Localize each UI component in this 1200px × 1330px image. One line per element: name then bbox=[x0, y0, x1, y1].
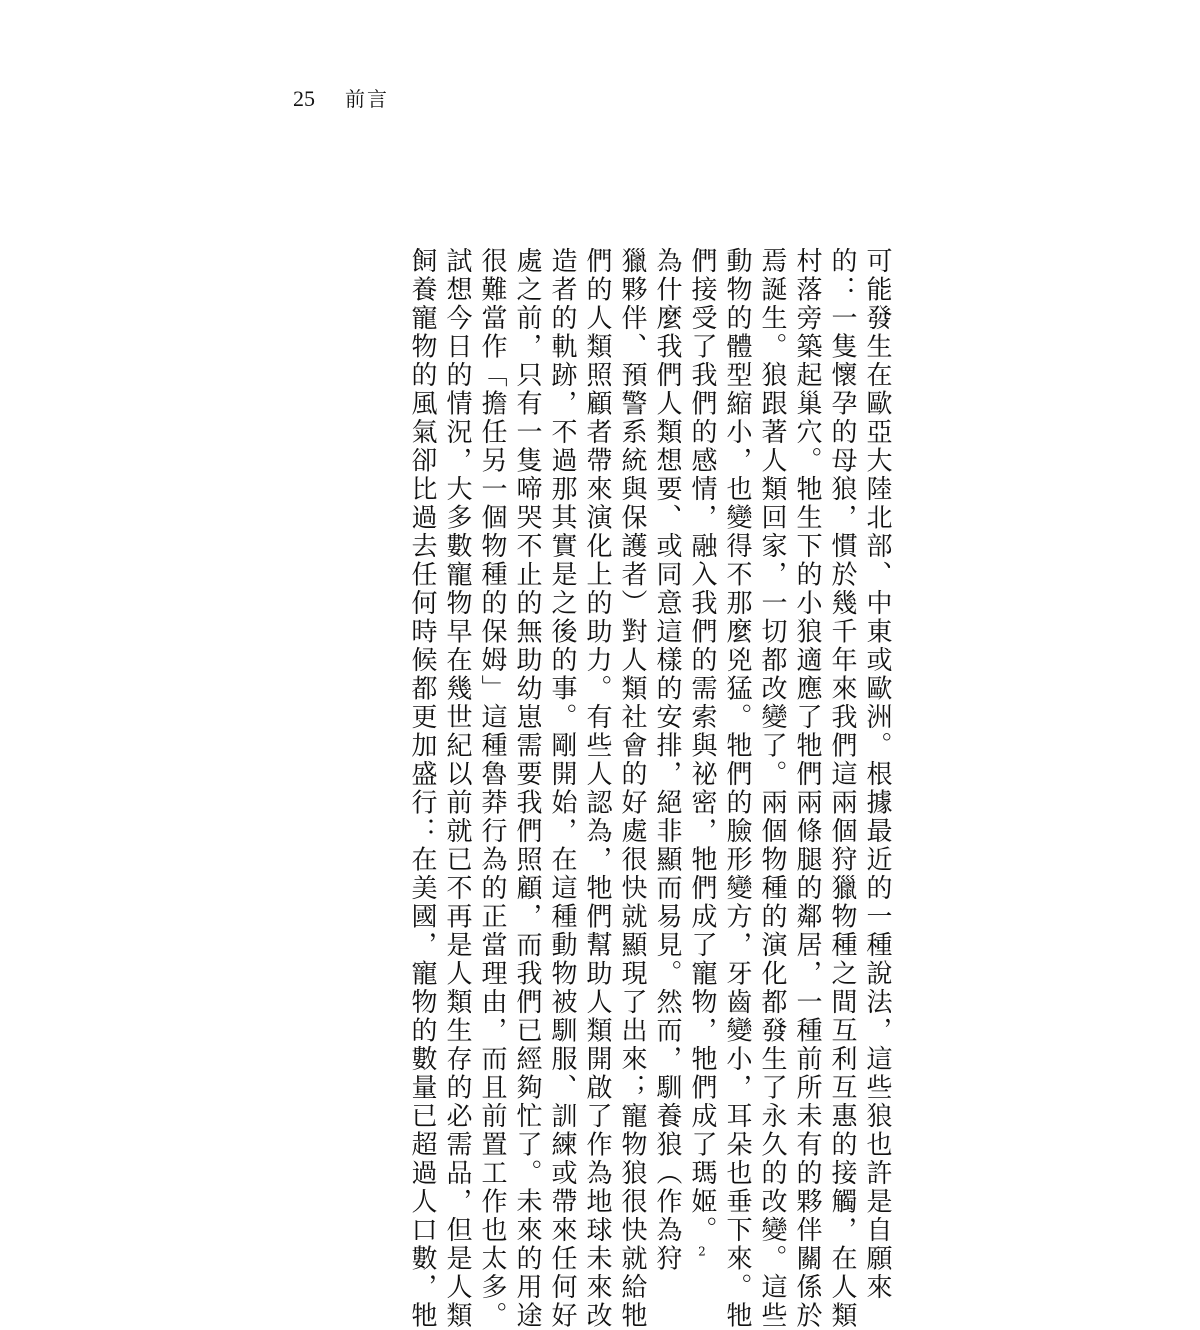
text-column-12: 很難當作「擔任另一個物種的保姆」這種魯莽行為的正當理由，而且前置工作也太多。 bbox=[477, 247, 507, 1330]
text-column-8: 獵夥伴、預警系統與保護者）對人類社會的好處很快就顯現了出來；寵物狼很快就給牠 bbox=[617, 247, 647, 1330]
text-column-1: 可能發生在歐亞大陸北部、中東或歐洲。根據最近的一種說法，這些狼也許是自願來 bbox=[862, 247, 892, 1302]
text-column-7: 為什麼我們人類想要、或同意這樣的安排，絕非顯而易見。然而，馴養狼（作為狩 bbox=[652, 247, 682, 1273]
vertical-text-block bbox=[407, 247, 892, 1330]
text-column-6 bbox=[687, 247, 717, 1259]
running-header bbox=[293, 84, 389, 114]
chapter-title: 前言 bbox=[345, 87, 389, 111]
text-column-5: 動物的體型縮小，也變得不那麼兇猛。牠們的臉形變方，牙齒變小，耳朵也垂下來。牠 bbox=[722, 247, 752, 1330]
text-column-9: 們的人類照顧者帶來演化上的助力。有些人認為，牠們幫助人類開啟了作為地球未來改 bbox=[582, 247, 612, 1330]
text-column-14: 飼養寵物的風氣卻比過去任何時候都更加盛行：在美國，寵物的數量已超過人口數，牠 bbox=[407, 247, 437, 1330]
text-column-6-content: 們接受了我們的感情，融入我們的需索與祕密，牠們成了寵物，牠們成了瑪姬。 bbox=[687, 247, 717, 1245]
text-column-2: 的：一隻懷孕的母狼，慣於幾千年來我們這兩個狩獵物種之間互利互惠的接觸，在人類 bbox=[827, 247, 857, 1330]
text-column-4: 焉誕生。狼跟著人類回家，一切都改變了。兩個物種的演化都發生了永久的改變。這些 bbox=[757, 247, 787, 1330]
page-number: 25 bbox=[293, 86, 315, 111]
footnote-marker: 2 bbox=[695, 1244, 709, 1259]
text-column-10: 造者的軌跡，不過那其實是之後的事。剛開始，在這種動物被馴服、訓練或帶來任何好 bbox=[547, 247, 577, 1330]
text-column-11: 處之前，只有一隻啼哭不止的無助幼崽需要我們照顧，而我們已經夠忙了。未來的用途 bbox=[512, 247, 542, 1330]
text-column-3: 村落旁築起巢穴。牠生下的小狼適應了牠們兩條腿的鄰居，一種前所未有的夥伴關係於 bbox=[792, 247, 822, 1330]
text-column-13: 試想今日的情況，大多數寵物早在幾世紀以前就已不再是人類生存的必需品，但是人類 bbox=[442, 247, 472, 1330]
